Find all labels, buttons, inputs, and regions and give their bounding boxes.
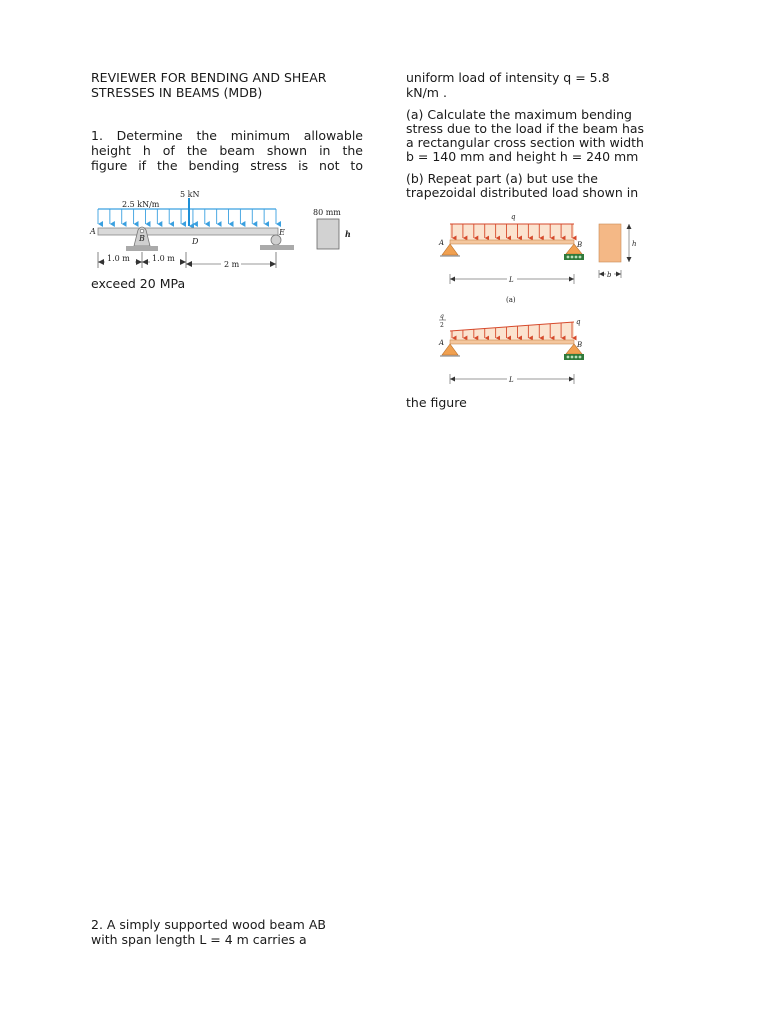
fig2-cross-section	[599, 224, 621, 262]
distributed-load-arrows	[98, 209, 276, 224]
cross-section-height-label: h	[345, 229, 351, 239]
load-intensity-label: 2.5 kN/m	[122, 200, 160, 209]
label-a: A	[90, 227, 96, 236]
ground-b	[126, 246, 158, 251]
fig3-pin-support-a	[442, 344, 458, 355]
q1-line3: figure if the bending stress is not to	[91, 159, 363, 173]
cross-section-width-label: 80 mm	[313, 208, 341, 217]
fig2-q-label: q	[511, 213, 516, 221]
label-e: E	[279, 228, 285, 237]
doc-title-line1: REVIEWER FOR BENDING AND SHEAR	[91, 70, 327, 85]
beam	[98, 228, 278, 235]
q1-line2: height h of the beam shown in the	[91, 144, 363, 158]
fig2-height-label: h	[632, 240, 637, 248]
q2-part-a-line2: stress due to the load if the beam has	[406, 121, 645, 136]
fig2-span-label: L	[509, 276, 514, 284]
fig3-span-label: L	[509, 376, 514, 384]
fig3-q-half-den: 2	[440, 322, 444, 329]
cross-section-rect	[317, 219, 339, 249]
fig2-caption: (a)	[506, 296, 516, 304]
point-load-label: 5 kN	[180, 190, 200, 199]
q2-line4: kN/m .	[406, 85, 447, 100]
dim-label-2: 1.0 m	[152, 254, 175, 263]
dim-label-3: 2 m	[224, 260, 240, 269]
q1-line4: exceed 20 MPa	[91, 276, 186, 291]
q2-line1: 2. A simply supported wood beam AB	[91, 917, 326, 932]
doc-title-line2: STRESSES IN BEAMS (MDB)	[91, 85, 263, 100]
q2-line2: with span length L = 4 m carries a	[91, 932, 307, 947]
pin-b-icon	[140, 229, 144, 233]
fig2-label-a: A	[439, 239, 445, 247]
figure-2-uniform-load-diagram	[430, 210, 650, 306]
q2-part-b-line1: (b) Repeat part (a) but use the	[406, 171, 598, 186]
q2-part-a-line4: b = 140 mm and height h = 240 mm	[406, 149, 639, 164]
label-b: B	[139, 234, 145, 243]
q2-part-a-line1: (a) Calculate the maximum bending	[406, 107, 632, 122]
fig3-label-a: A	[439, 339, 445, 347]
fig2-pin-support-a	[442, 244, 458, 255]
fig2-beam	[450, 240, 574, 244]
fig2-width-label: b	[607, 271, 612, 279]
q2-part-b-line3: the figure	[406, 395, 467, 410]
fig3-beam	[450, 340, 574, 344]
q1-line1: 1. Determine the minimum allowable	[91, 129, 363, 143]
ground-e	[260, 245, 294, 250]
trapezoidal-load-area	[450, 322, 574, 340]
q2-line3: uniform load of intensity q = 5.8	[406, 70, 610, 85]
figure-3-trapezoidal-load-diagram	[430, 310, 600, 390]
fig3-q-half-num: q	[440, 313, 444, 320]
uniform-load-area	[450, 224, 574, 240]
q2-part-a-line3: a rectangular cross section with width	[406, 135, 644, 150]
fig3-q-label: q	[576, 318, 581, 326]
figure-1-beam-diagram	[88, 186, 360, 272]
label-d: D	[192, 237, 199, 246]
fig3-label-b: B	[577, 341, 583, 349]
fig2-label-b: B	[577, 241, 583, 249]
q2-part-b-line2: trapezoidal distributed load shown in	[406, 185, 639, 200]
dim-label-1: 1.0 m	[107, 254, 130, 263]
